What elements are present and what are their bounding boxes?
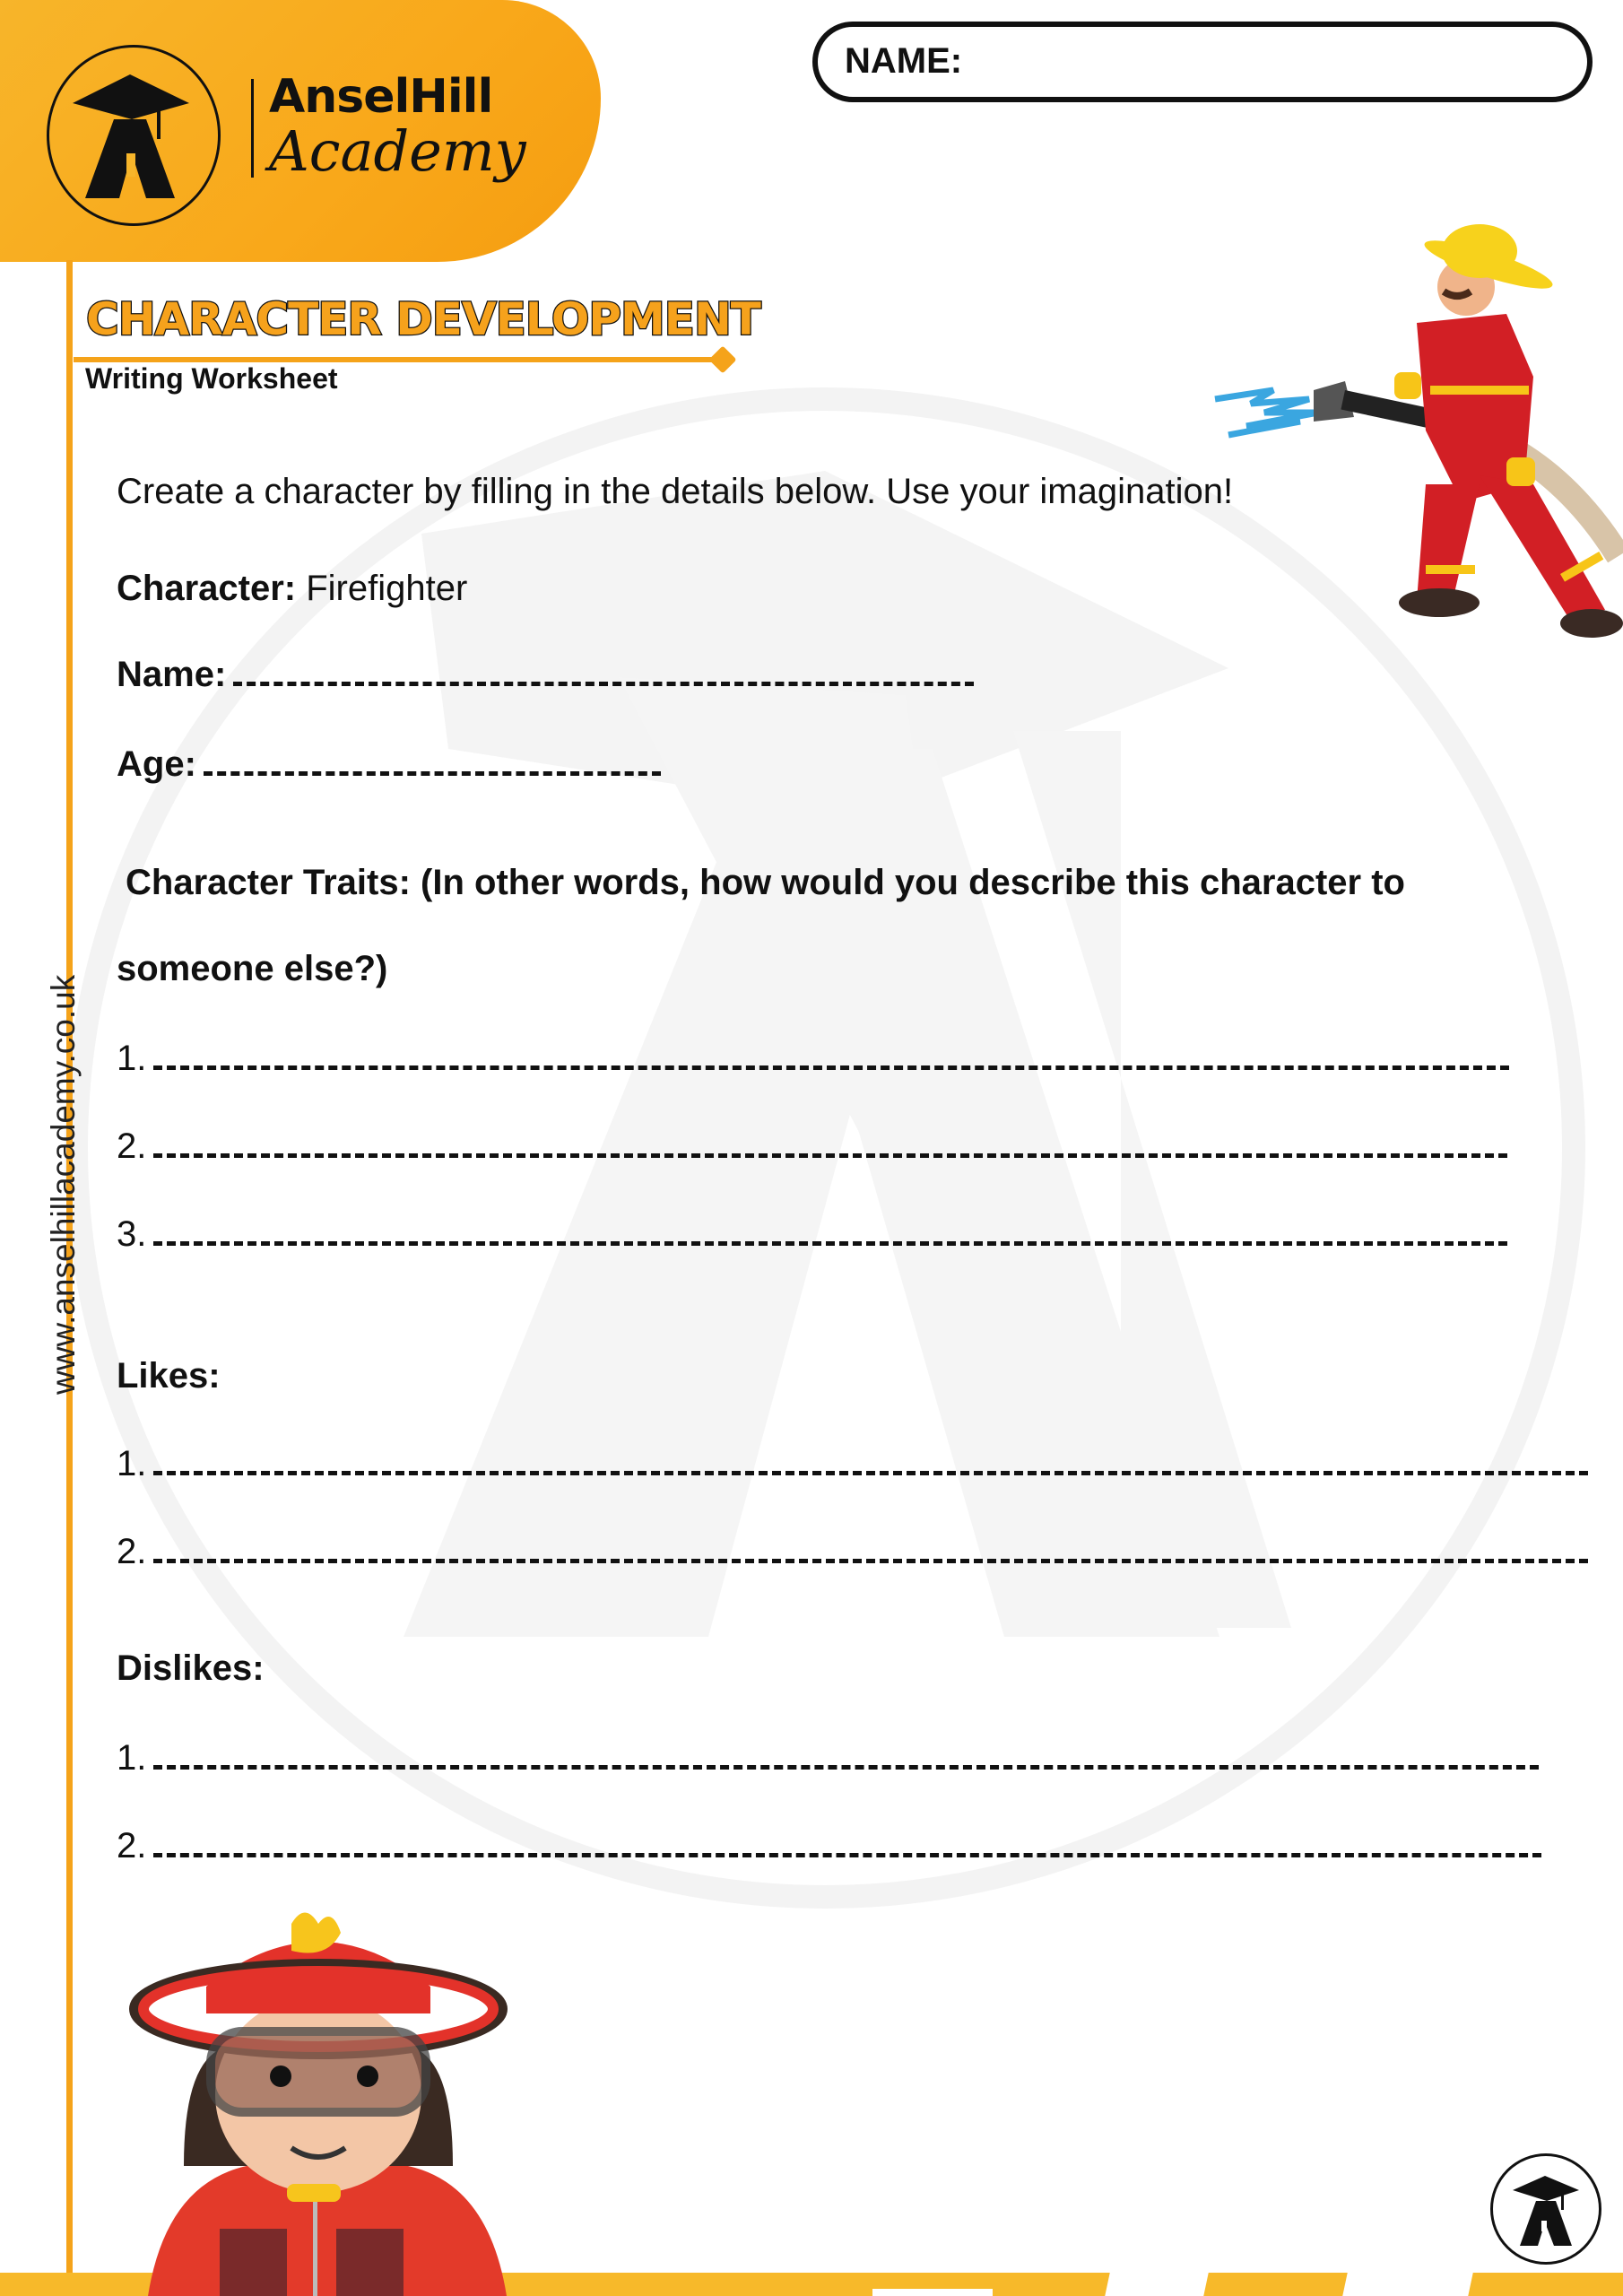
traits-heading: Character Traits: (In other words, how would you describe this character to	[126, 863, 1405, 902]
page-subtitle: Writing Worksheet	[85, 362, 338, 395]
trait-blank[interactable]	[153, 1153, 1507, 1158]
graduation-cap-icon	[1493, 2156, 1599, 2262]
name-field-label: NAME:	[845, 41, 963, 81]
footer-stripe-gap	[1105, 2273, 1209, 2296]
trait-item	[117, 1214, 1507, 1255]
name-row	[117, 655, 974, 695]
trait-number: 2.	[117, 1126, 147, 1166]
like-item	[117, 1444, 1588, 1484]
traits-heading-continued: someone else?)	[117, 949, 388, 988]
like-blank[interactable]	[153, 1559, 1588, 1563]
page-title: CHARACTER DEVELOPMENT	[86, 293, 760, 345]
dislike-item	[117, 1738, 1539, 1779]
trait-item	[117, 1039, 1509, 1079]
like-blank[interactable]	[153, 1471, 1588, 1475]
website-url: www.anselhillacademy.co.uk	[45, 974, 82, 1395]
logo-name: AnselHill	[269, 70, 493, 124]
logo-emblem	[47, 45, 221, 226]
dislike-item	[117, 1826, 1541, 1866]
name-label: Name:	[117, 655, 227, 694]
dislike-blank[interactable]	[153, 1765, 1539, 1770]
age-row	[117, 744, 661, 785]
trait-blank[interactable]	[153, 1065, 1509, 1070]
character-value: Firefighter	[306, 569, 468, 608]
trait-item	[117, 1126, 1507, 1167]
like-number: 2.	[117, 1532, 147, 1571]
trait-number: 3.	[117, 1214, 147, 1254]
footer-badge	[872, 2289, 993, 2296]
like-item	[117, 1532, 1588, 1572]
firefighter-hose-illustration	[1211, 215, 1623, 664]
dislike-number: 2.	[117, 1826, 147, 1866]
character-row	[117, 569, 467, 609]
trait-number: 1.	[117, 1039, 147, 1078]
name-blank[interactable]	[233, 682, 974, 686]
dislikes-heading: Dislikes:	[117, 1648, 265, 1688]
instructions: Create a character by filling in the details below. Use your imagination!	[117, 472, 1234, 511]
graduation-cap-icon	[49, 48, 213, 218]
age-blank[interactable]	[204, 771, 661, 776]
firefighter-avatar-illustration	[112, 1897, 542, 2296]
likes-heading: Likes:	[117, 1356, 221, 1396]
character-label: Character:	[117, 569, 297, 608]
logo-divider	[251, 79, 254, 178]
footer-logo	[1490, 2153, 1601, 2265]
dislike-number: 1.	[117, 1738, 147, 1778]
logo-subname: Academy	[269, 118, 526, 184]
footer-stripe-gap	[1342, 2273, 1473, 2296]
dislike-blank[interactable]	[153, 1853, 1541, 1857]
age-label: Age:	[117, 744, 196, 784]
title-diamond	[708, 345, 736, 373]
like-number: 1.	[117, 1444, 147, 1483]
trait-blank[interactable]	[153, 1241, 1507, 1246]
